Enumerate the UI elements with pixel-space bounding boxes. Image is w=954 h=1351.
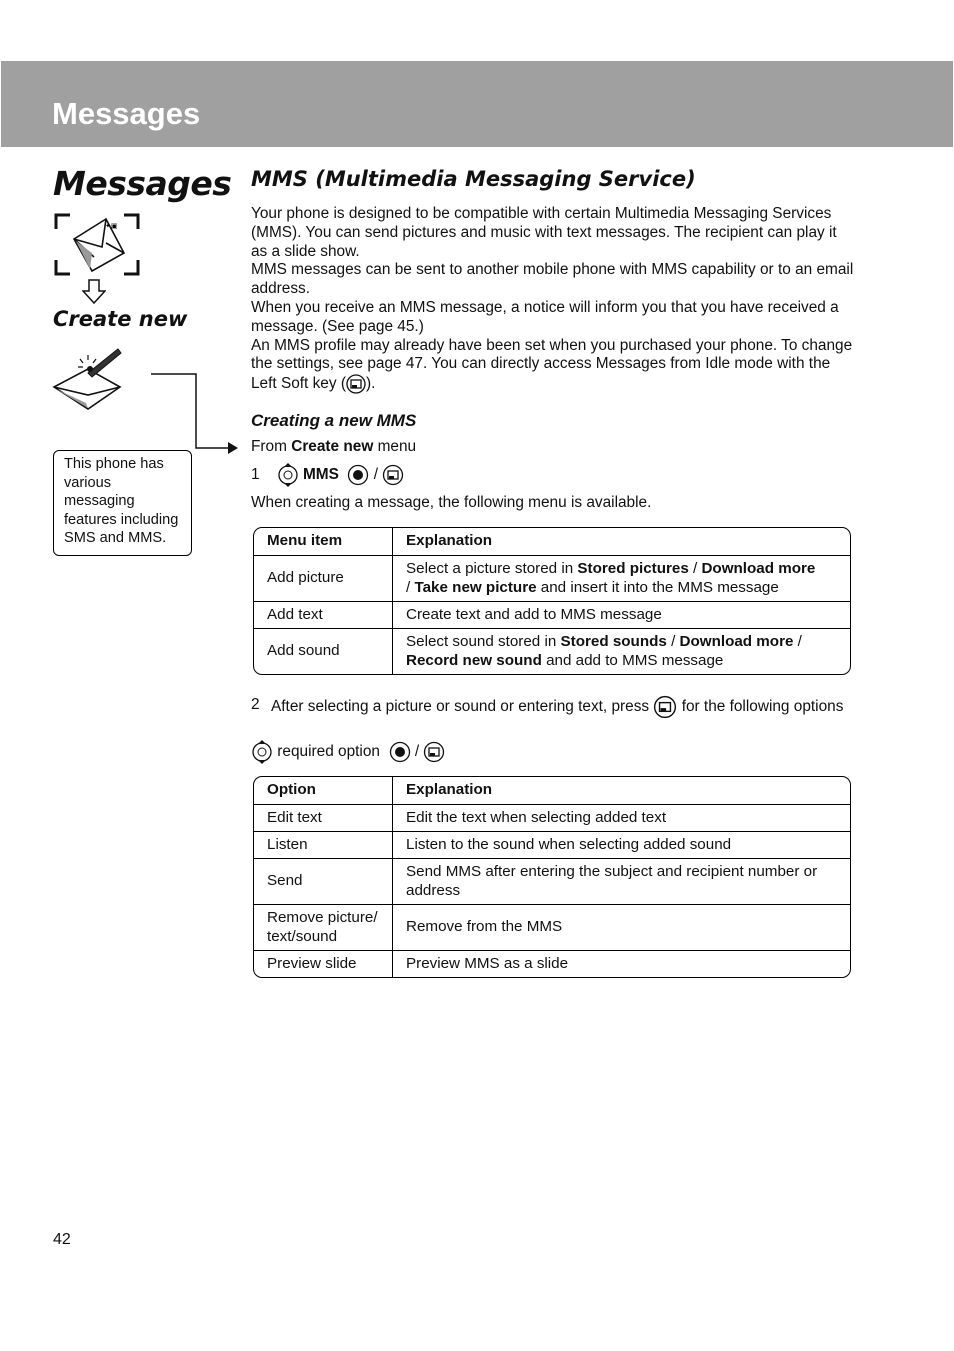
required-option-line: required option / [251, 739, 445, 765]
option-cell: Preview slide [254, 950, 393, 977]
intro-paragraph: When you receive an MMS message, a notice will inform you that you have received a message. (See page 45.) [251, 298, 839, 335]
connector-arrow [150, 372, 240, 454]
step-2: 2 After selecting a picture or sound or entering text, press for the following options [251, 695, 843, 719]
sidebar-title: Messages [53, 164, 232, 203]
options-table [253, 776, 851, 978]
left-soft-key-icon [653, 695, 677, 719]
column-header: Option [254, 777, 393, 804]
intro-paragraph: An MMS profile may already have been set when you purchased your phone. To change the settings, see page 47. You can directly access Messages from Idle mode with the Left Soft key ( ). [251, 336, 853, 393]
menu-item-cell: Add sound [254, 628, 393, 674]
explanation-cell: Preview MMS as a slide [393, 950, 850, 977]
svg-text:✦▣: ✦▣ [105, 222, 118, 230]
table-row [254, 804, 850, 831]
left-soft-key-icon [423, 741, 445, 763]
column-header: Menu item [254, 528, 393, 555]
option-cell: Send [254, 858, 393, 904]
intro-paragraph: MMS messages can be sent to another mobile phone with MMS capability or to an email address. [251, 261, 854, 298]
center-select-key-icon [389, 741, 411, 763]
option-cell: Edit text [254, 804, 393, 831]
column-header: Explanation [406, 781, 493, 799]
intro-paragraph: Your phone is designed to be compatible with certain Multimedia Messaging Services (MMS). You can send pictures and music with text messages. The recipient can play it as a slide show. [251, 205, 837, 260]
center-select-key-icon [347, 464, 369, 486]
explanation-cell: Create text and add to MMS message [393, 601, 850, 628]
arrow-down-icon [82, 279, 106, 305]
menu-item-cell: Add text [254, 601, 393, 628]
table-row [254, 904, 850, 950]
navigation-key-icon [251, 739, 273, 765]
table-header-row [254, 528, 850, 555]
option-cell: Remove picture/ text/sound [254, 904, 393, 950]
left-soft-key-icon [346, 374, 366, 394]
from-menu-line: From Create new menu [251, 438, 417, 455]
page-number: 42 [53, 1231, 71, 1248]
messages-envelope-icon [54, 213, 140, 276]
menu-items-table [253, 527, 851, 675]
table-row [254, 628, 850, 674]
page-title: Messages [52, 96, 201, 131]
option-cell: Listen [254, 831, 393, 858]
subsection-heading: Creating a new MMS [251, 411, 417, 430]
sidebar-note: This phone has various messaging features including SMS and MMS. [53, 450, 192, 556]
table-row [254, 950, 850, 977]
step-1: 1 MMS / [251, 462, 404, 488]
explanation-cell: Select sound stored in Stored sounds / Download more / Record new sound and add to MMS message [393, 628, 850, 674]
explanation-cell: Edit the text when selecting added text [393, 804, 850, 831]
table-header-row [254, 777, 850, 804]
explanation-cell: Send MMS after entering the subject and recipient number or address [393, 858, 850, 904]
menu-available-text: When creating a message, the following menu is available. [251, 494, 652, 511]
column-header: Explanation [406, 532, 493, 550]
compose-envelope-icon [52, 345, 124, 411]
intro-text [251, 205, 856, 394]
explanation-cell: Remove from the MMS [393, 904, 850, 950]
table-row [254, 601, 850, 628]
navigation-key-icon [277, 462, 299, 488]
menu-item-cell: Add picture [254, 555, 393, 601]
left-soft-key-icon [382, 464, 404, 486]
table-row [254, 858, 850, 904]
table-row [254, 831, 850, 858]
section-heading: MMS (Multimedia Messaging Service) [251, 167, 696, 191]
explanation-cell: Select a picture stored in Stored pictures / Download more / Take new picture and insert it into the MMS message [393, 555, 850, 601]
table-row [254, 555, 850, 601]
explanation-cell: Listen to the sound when selecting added sound [393, 831, 850, 858]
sidebar-subtitle: Create new [53, 307, 188, 331]
